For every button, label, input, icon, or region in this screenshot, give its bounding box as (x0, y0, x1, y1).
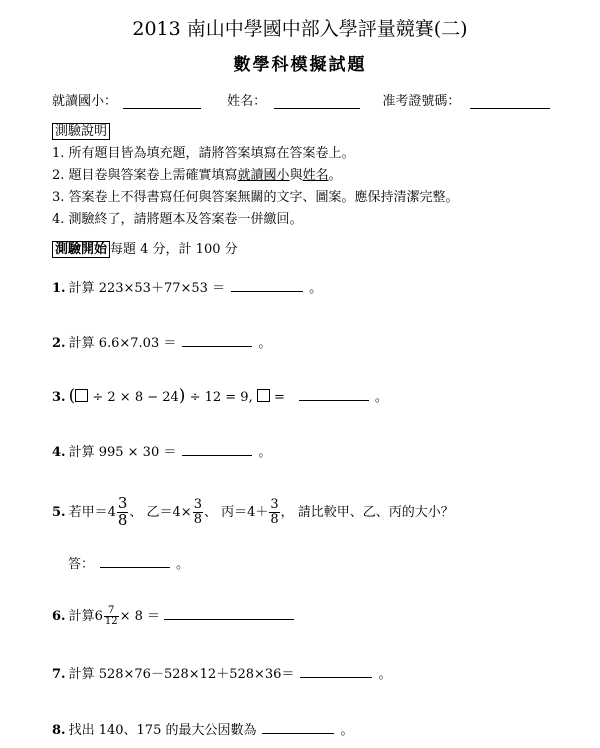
answer-blank-4[interactable] (182, 443, 252, 456)
question-8: 8. 找出 140、175 的最大公因數為 。 (52, 723, 354, 738)
fraction-yi: $\frac{3}{8}$ (193, 497, 202, 527)
unknown-box-icon (75, 389, 88, 402)
score-note: 每題 4 分，計 100 分 (110, 242, 238, 257)
test-start-heading: 測驗開始 (52, 241, 110, 258)
fraction-bing: $\frac{3}{8}$ (270, 497, 279, 527)
name-field[interactable] (274, 96, 360, 109)
ticket-field[interactable] (470, 96, 550, 109)
answer-blank-7[interactable] (300, 665, 372, 678)
student-info-row (52, 90, 550, 109)
question-2: 2. 計算 6.6×7.03 ＝ 。 (52, 336, 272, 351)
answer-blank-8[interactable] (262, 721, 334, 734)
ticket-label: 准考證號碼： (382, 94, 461, 109)
rule-3: 3. 答案卷上不得書寫任何與答案無關的文字、圖案。應保持清潔完整。 (52, 190, 459, 205)
question-5: 5. 若甲＝4 $\frac{3}{8}$ 、 乙＝4× $\frac{3}{8}$ 、 丙＝4＋ $\frac{3}{8}$ ， 請比較甲、乙、丙的大小？ (52, 494, 454, 529)
question-6: 6. 計算6 $\frac{7}{12}$ × 8 ＝ (52, 605, 300, 628)
answer-blank-5[interactable] (100, 555, 170, 568)
exam-title: 2013 南山中學國中部入學評量競賽(二) (132, 18, 468, 40)
answer-blank-6[interactable] (164, 607, 294, 620)
exam-subtitle: 數學科模擬試題 (233, 55, 367, 75)
answer-blank-2[interactable] (182, 334, 252, 347)
name-label: 姓名： (227, 94, 267, 109)
school-label: 就讀國小： (52, 94, 118, 109)
question-1: 1. 計算 223×53＋77×53 ＝ 。 (52, 281, 323, 296)
rule-1: 1. 所有題目皆為填充題，請將答案填寫在答案卷上。 (52, 146, 355, 161)
answer-blank-3[interactable] (299, 388, 369, 401)
unknown-box-icon (257, 389, 270, 402)
rule-2: 2. 題目卷與答案卷上需確實填寫就讀國小與姓名。 (52, 168, 342, 183)
test-start (52, 238, 238, 257)
fraction-q6: $\frac{7}{12}$ (104, 604, 118, 627)
fraction-jia: $\frac{3}{8}$ (117, 494, 128, 529)
school-field[interactable] (123, 96, 201, 109)
rule-4: 4. 測驗終了，請將題本及答案卷一併繳回。 (52, 212, 303, 227)
question-3: 3. ( ÷ 2 × 8 − 24) ÷ 12 = 9, = 。 (52, 386, 388, 406)
question-4: 4. 計算 995 × 30 ＝ 。 (52, 445, 272, 460)
answer-blank-1[interactable] (231, 279, 303, 292)
question-7: 7. 計算 528×76－528×12＋528×36＝ 。 (52, 667, 392, 682)
question-5-answer: 答： 。 (68, 557, 190, 572)
rules-heading: 測驗說明 (52, 120, 110, 139)
